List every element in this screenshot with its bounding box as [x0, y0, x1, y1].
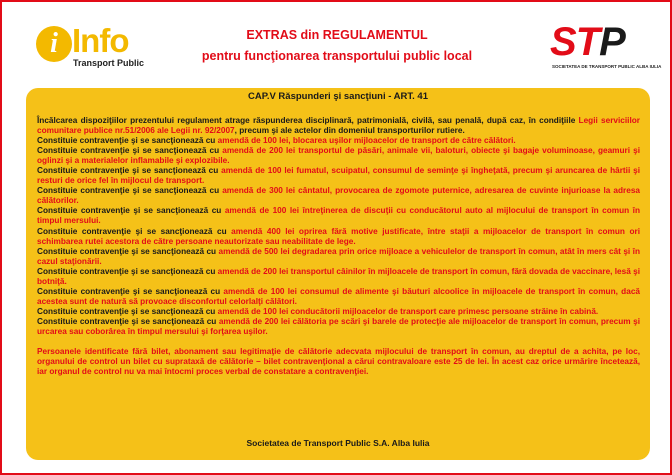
sanction-prefix: Constituie contravenţie şi se sancţionează cu [37, 136, 218, 146]
sanction-prefix: Constituie contravenţie şi se sancţionează cu [37, 316, 219, 326]
chapter-heading: CAP.V Răspunderi şi sancţiuni - ART. 41 [247, 91, 429, 102]
sanction-item [37, 206, 640, 226]
sanction-fine: amendă de 200 lei călătoria pe scări şi barele de protecţie ale mijloacelor de transport în comun, precum şi urcarea sau coborârea în timpul mersului şi forţarea uşilor. [37, 316, 641, 336]
sanction-fine: amendă de 100 lei conducătorii mijloacelor de transport care primesc persoane străine în cabină. [217, 306, 599, 316]
sanction-item [37, 227, 640, 247]
sanction-fine: amendă 400 lei oprirea fără motive justificate, între staţii a mijloacelor de transport în comun ori schimbarea rutei acestora de către persoane neautorizate sau neabilitate de lege. [37, 226, 641, 246]
sanction-prefix: Constituie contravenţie şi se sancţionează cu [37, 286, 224, 296]
sanction-prefix: Constituie contravenţie şi se sancţionează cu [37, 226, 232, 236]
sanction-fine: amendă de 300 lei cântatul, provocarea de zgomote puternice, adresarea de cuvinte injurioase la adresa călătorilor. [37, 186, 640, 206]
sanction-fine: amendă de 200 lei transportul câinilor în mijloacele de transport în comun, fără dovada de vaccinare, lesă şi botniţă. [37, 266, 641, 286]
logo-subtitle: Transport Public [73, 58, 145, 68]
logo-word: Info [72, 22, 129, 59]
sanction-fine: amendă de 100 lei consumul de alimente şi băuturi alcoolice în mijloacele de transport în comun, dacă acestea sunt de natură să provoace disconfortul celorlalţi călători. [37, 286, 640, 306]
info-icon: i [36, 26, 72, 62]
sanction-prefix: Constituie contravenţie şi se sancţionează cu [37, 146, 223, 156]
stp-letter-t: T [575, 20, 600, 64]
regulation-panel [26, 88, 650, 460]
sanction-item [37, 136, 640, 146]
ticket-paragraph: Persoanele identificate fără bilet, abonament sau legitimaţie de călătorie adecvata mijlocului de transport în comun, au dreptul de a achita, pe loc, organului de control un bilet cu suprataxă de călătorie – bilet contravenţional a cărui contravaloare este 25 de lei. În acest caz orice urmărire încetează, iar organul de control nu va mai întocmi proces verbal de constatare a contravenţiei. [37, 347, 640, 377]
sanction-fine: amendă de 100 lei întreţinerea de discuţii cu conducătorul auto al mijlocului de transport în comun în timpul mersului. [37, 206, 641, 226]
document-subtitle: pentru funcţionarea transportului public local [201, 49, 473, 63]
sanction-prefix: Constituie contravenţie şi se sancţionează cu [37, 166, 222, 176]
sanctions-list [37, 136, 640, 337]
stp-letters [550, 20, 625, 65]
sanction-item [37, 166, 640, 186]
document-title: EXTRAS din REGULAMENTUL [246, 28, 428, 42]
info-transport-logo [36, 24, 146, 72]
intro-text: Încălcarea dispoziţiilor prezentului regulament atrage răspunderea disciplinară, patrimonială, civilă, sau penală, după caz, în condiţiile [37, 116, 579, 125]
sanction-item [37, 307, 640, 317]
sanction-prefix: Constituie contravenţie şi se sancţionează cu [37, 306, 218, 316]
stp-letter-s: S [550, 20, 576, 64]
sanction-item [37, 267, 640, 287]
sanction-prefix: Constituie contravenţie şi se sancţionează cu [37, 206, 225, 216]
stp-subtitle: SOCIETATEA DE TRANSPORT PUBLIC ALBA IULIA [552, 64, 662, 69]
sanction-item [37, 186, 640, 206]
sanction-prefix: Constituie contravenţie şi se sancţionează cu [37, 266, 218, 276]
intro-paragraph [37, 116, 640, 136]
sanction-item [37, 247, 640, 267]
sanction-fine: amendă de 500 lei degradarea prin orice mijloace a vehiculelor de transport în comun, atât în mers cât şi în cazul staţionării. [37, 246, 640, 266]
footer-company: Societatea de Transport Public S.A. Alba Iulia [246, 438, 430, 448]
stp-letter-p: P [599, 20, 625, 64]
intro-text-end: , precum şi ale actelor din domeniul transporturilor rutiere. [234, 126, 465, 136]
sanction-fine: amendă de 200 lei transportul de păsări, animale vii, baloturi, obiecte şi bagaje voluminoase, geamuri şi oglinzi şi a materialelor inflamabile şi explozibile. [37, 146, 640, 166]
sanction-item [37, 287, 640, 307]
sanction-item [37, 146, 640, 166]
sanction-prefix: Constituie contravenţie şi se sancţionează cu [37, 246, 219, 256]
sanction-fine: amendă de 100 lei, blocarea uşilor mijloacelor de transport de către călători. [217, 136, 516, 146]
sanction-item [37, 317, 640, 337]
sanction-fine: amendă de 100 lei fumatul, scuipatul, consumul de seminţe şi îngheţată, precum şi aruncarea de hârtii şi resturi de orice fel în mijlocul de transport. [37, 166, 640, 186]
law-reference: Legii serviciilor comunitare publice nr.51/2006 ale Legii nr. 92/2007 [37, 116, 640, 136]
regulation-text [37, 116, 640, 377]
sanction-prefix: Constituie contravenţie şi se sancţionează cu [37, 186, 223, 196]
stp-logo [550, 20, 662, 74]
